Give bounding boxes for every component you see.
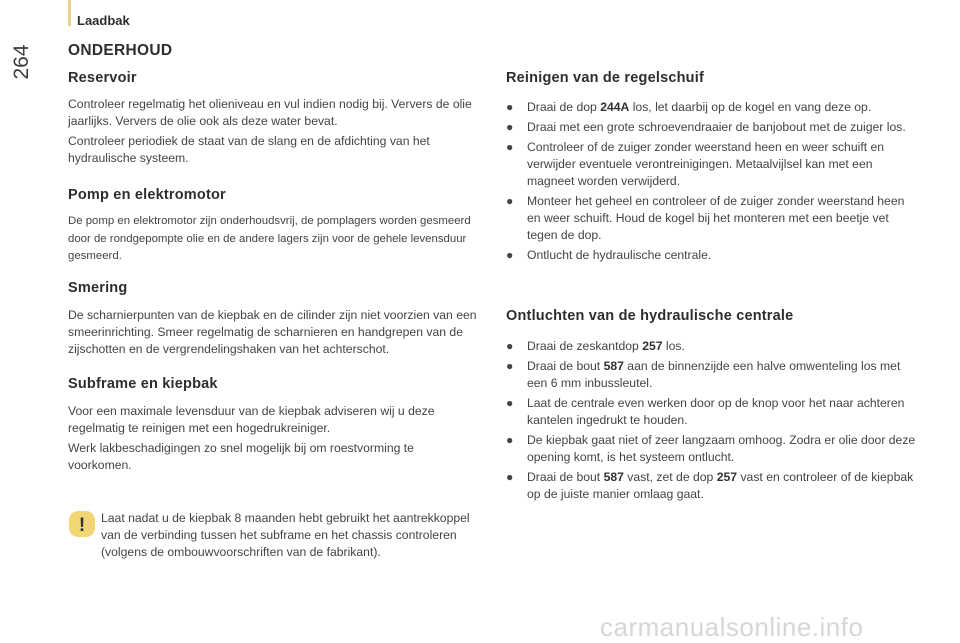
reservoir-paragraph-2: Controleer periodiek de staat van de slang en de afdichting van het hydraulische systeem. [68,134,430,165]
subframe-paragraph-2: Werk lakbeschadigingen zo snel mogelijk bij om roestvorming te voorkomen. [68,440,414,472]
list-item: ● Draai de bout 587 vast, zet de dop 257 vast en controleer of de kiepbak op de juiste manier omlaag gaat. [506,470,914,501]
bullet-icon: ● [506,194,514,208]
heading-subframe: Subframe en kiepbak [68,375,218,392]
bullet-icon: ● [506,359,514,373]
svg-text:!: ! [78,515,86,536]
bullet-icon: ● [506,396,514,410]
bullet-icon: ● [506,100,514,114]
right-column [506,70,916,503]
left-column [68,70,478,474]
heading-ontluchten: Ontluchten van de hydraulische centrale [506,308,794,324]
chapter-title: Laadbak [77,13,130,28]
list-item: ● Ontlucht de hydraulische centrale. [506,248,712,262]
list-item: ● Monteer het geheel en controleer of de zuiger zonder weerstand heen en weer schuift. Houd de kogel bij het monteren met een beetje vet tegen de dop. [506,194,905,242]
list-item: ● Draai de dop 244A los, let daarbij op de kogel en vang deze op. [506,100,872,114]
part-ref: 257 [642,339,663,353]
list-item: ● Controleer of de zuiger zonder weerstand heen en weer schuift en verwijder eventuele verontreinigingen. Metaalvijlsel kan met een magneet worden verwijderd. [506,140,885,188]
part-ref: 587 [603,470,624,484]
subframe-paragraph-1: Voor een maximale levensduur van de kiepbak adviseren wij u deze regelmatig te reinigen met een hogedrukreiniger. [68,403,435,435]
bullet-icon: ● [506,140,514,154]
list-item: ● Draai met een grote schroevendraaier de banjobout met de zuiger los. [506,120,906,134]
bullet-icon: ● [506,339,514,353]
heading-reinigen: Reinigen van de regelschuif [506,70,704,86]
heading-pomp: Pomp en elektromotor [68,187,226,203]
heading-smering: Smering [68,279,128,296]
smering-paragraph: De scharnierpunten van de kiepbak en de cilinder zijn niet voorzien van een smeerinrichting. Smeer regelmatig de scharnieren en handgrepen van de zijschotten en de vergrendelingshaken van het achterschot. [68,307,477,356]
list-item: ● Laat de centrale even werken door op de knop voor het naar achteren kantelen ingedrukt te houden. [506,396,905,427]
pomp-paragraph: De pomp en elektromotor zijn onderhoudsvrij, de pomplagers worden gesmeerd door de rondgepompte olie en de andere lagers zijn voor de gehele levensduur gesmeerd. [68,215,471,262]
list-item: ● De kiepbak gaat niet of zeer langzaam omhoog. Zodra er olie door deze opening komt, is het systeem ontlucht. [506,433,916,464]
part-ref: 587 [603,359,624,373]
bullet-icon: ● [506,248,514,262]
warning-text: Laat nadat u de kiepbak 8 maanden hebt gebruikt het aantrekkoppel van de verbinding tussen het subframe en het chassis controleren (volgens de ombouwvoorschriften van de fabrikant). [101,511,470,559]
list-item: ● Draai de zeskantdop 257 los. [506,339,685,353]
watermark: carmanualsonline.info [600,612,864,642]
bullet-icon: ● [506,433,514,447]
part-ref: 244A [600,100,630,114]
page-title: ONDERHOUD [68,42,173,59]
heading-reservoir: Reservoir [68,70,137,86]
bullet-icon: ● [506,470,514,484]
list-item: ● Draai de bout 587 aan de binnenzijde een halve omwenteling los met een 6 mm inbussleutel. [506,359,901,390]
chapter-accent-bar [68,0,71,26]
warning-icon [68,510,96,538]
bullet-icon: ● [506,120,514,134]
reservoir-paragraph-1: Controleer regelmatig het olieniveau en vul indien nodig bij. Ververs de olie jaarlijks. Ververs de olie ook als deze water bevat. [68,97,472,128]
part-ref: 257 [716,470,738,484]
page-number: 264 [10,44,33,80]
